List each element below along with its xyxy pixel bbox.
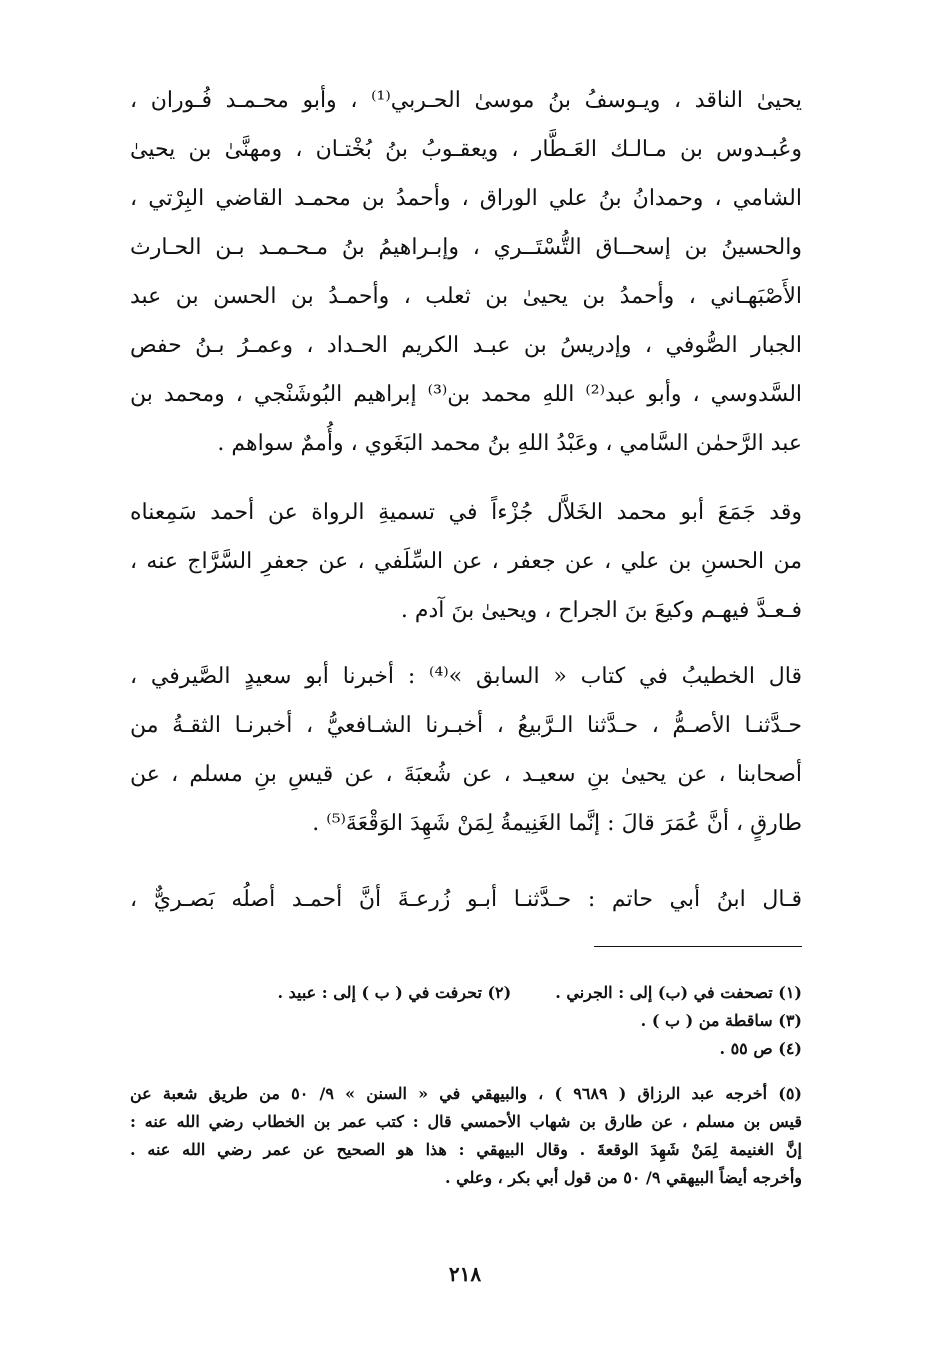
text-line: قال الخطيبُ في كتاب « السابق »⁽⁴⁾ : أخبرنا أبو سعيدٍ الصَّيرفي ، <box>130 664 802 689</box>
footnote-5 <box>130 1080 802 1192</box>
text-line: يحيىٰ الناقد ، ويـوسفُ بنُ موسىٰ الحـربي⁽¹⁾ ، وأبو محـمـد فُـوران ، <box>130 88 802 113</box>
paragraph-narrators-list <box>130 76 802 468</box>
footnote-3: (٣) ساقطة من ( ب ) . <box>640 1011 802 1030</box>
text-line: الجبار الصُّوفي ، وإدريسُ بن عبـد الكريم الحـداد ، وعمـرُ بـنُ حفص <box>130 333 802 358</box>
text-line: قـال ابنُ أبي حاتم : حـدَّثنـا أبـو زُرعـةَ أنَّ أحمـد أصلُه بَصـريٌّ ، <box>130 887 802 912</box>
text-line: وقد جَمَعَ أبو محمد الخَلاَّل جُزْءاً في تسميةِ الرواة عن أحمد سَمِعناه <box>130 500 802 525</box>
text-line: حـدَّثنـا الأصـمُّ ، حـدَّثنا الـرَّبيعُ ، أخبـرنا الشـافعيُّ ، أخبرنـا الثقـةُ من <box>130 713 802 738</box>
footnote-line: إنَّ الغنيمة لِمَنْ شَهِدَ الوقعةَ . وقال البيهقي : هذا هو الصحيح عن عمر رضي الله عنه . <box>130 1140 802 1159</box>
paragraph-khallal <box>130 488 802 635</box>
page-number: ٢١٨ <box>448 1262 482 1286</box>
footnotes-short <box>130 979 802 1063</box>
text-line: الأَصْبَهـاني ، وأحمدُ بن يحيىٰ بن ثعلب ، وأحمـدُ بن الحسن بن عبد <box>130 284 802 309</box>
paragraph-ibn-abi-hatim <box>130 875 802 924</box>
paragraph-khatib <box>130 652 802 848</box>
footnote-line: (٥) أخرجه عبد الرزاق ( ٩٦٨٩ ) ، والبيهقي في « السنن » ٩/ ٥٠ من طريق شعبة عن <box>130 1084 802 1103</box>
text-line: السَّدوسي ، وأبو عبد⁽²⁾ اللهِ محمد بن⁽³⁾ إبراهيم البُوشَنْجي ، ومحمد بن <box>130 382 803 407</box>
footnote-line: قيس بن مسلم ، عن طارق بن شهاب الأحمسي قال : كتب عمر بن الخطاب رضي الله عنه : <box>130 1112 802 1131</box>
footnote-4: (٤) ص ٥٥ . <box>719 1039 802 1058</box>
text-line: عبد الرَّحمٰن السَّامي ، وعَبْدُ اللهِ بنُ محمد البَغَوي ، وأُممٌ سواهم . <box>217 431 802 456</box>
text-line: والحسينُ بن إسحــاق التُّسْتَــري ، وإبـراهيمُ بنُ مـحـمـد بـن الحـارث <box>130 235 802 260</box>
footnote-1: (١) تصحفت في (ب) إلى : الجرني . <box>555 983 802 1002</box>
text-line: فـعـدَّ فيهـم وكيعَ بنَ الجراح ، ويحيىٰ بنَ آدم . <box>400 598 802 623</box>
text-line: أصحابنا ، عن يحيىٰ بنِ سعيـد ، عن شُعبَةَ ، عن قيسِ بنِ مسلم ، عن <box>130 762 802 787</box>
footnote-2: (٢) تحرفت في ( ب ) إلى : عبيد . <box>277 983 512 1002</box>
footnote-divider <box>594 946 802 947</box>
footnote-line: وأخرجه أيضاً البيهقي ٩/ ٥٠ من قول أبي بكر ، وعلي . <box>445 1168 802 1187</box>
text-line: طارقٍ ، أنَّ عُمَرَ قالَ : إنَّما الغَنِيمةُ لِمَنْ شَهِدَ الوَقْعَةَ⁽⁵⁾ . <box>312 811 802 836</box>
text-line: من الحسنِ بن علي ، عن جعفر ، عن السِّلَفي ، عن جعفرِ السَّرَّاج عنه ، <box>130 549 802 574</box>
footnote-row <box>130 979 802 1007</box>
text-line: الشامي ، وحمدانُ بنُ علي الوراق ، وأحمدُ بن محمـد القاضي البِرْتي ، <box>130 186 802 211</box>
text-line: وعُبـدوس بن مـالـك العَـطَّار ، ويعقـوبُ بنُ بُخْتـان ، ومهنَّىٰ بن يحيىٰ <box>130 137 802 162</box>
